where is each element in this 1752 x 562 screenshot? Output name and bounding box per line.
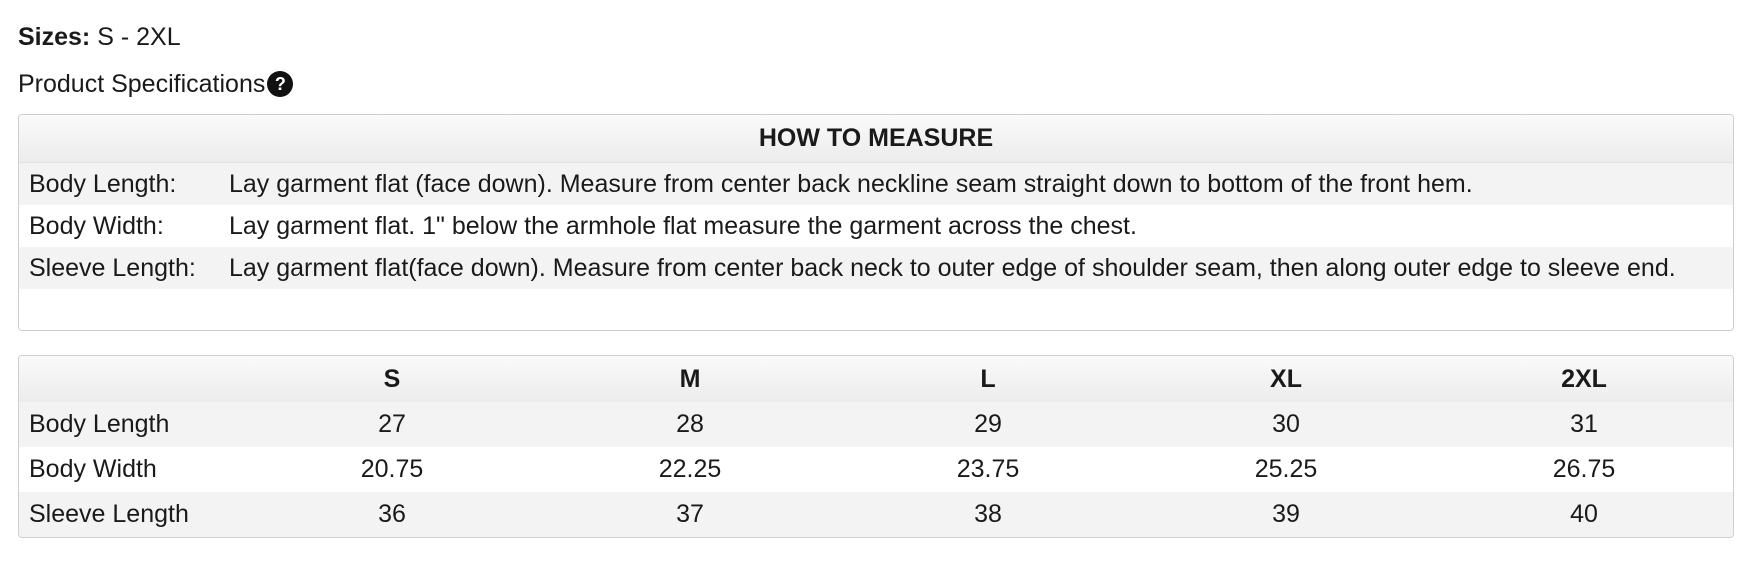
size-column-header: S bbox=[383, 364, 401, 393]
table-cell: 27 bbox=[378, 410, 406, 438]
table-cell: 20.75 bbox=[360, 455, 424, 483]
size-chart-header-row bbox=[19, 356, 1733, 402]
measure-row-body-length bbox=[19, 163, 1733, 205]
size-chart-table bbox=[19, 356, 1733, 537]
size-column-header: XL bbox=[1270, 364, 1302, 393]
how-to-measure-panel bbox=[18, 114, 1734, 331]
measure-label: Body Length: bbox=[29, 170, 177, 198]
row-label: Body Length bbox=[29, 410, 170, 438]
question-circle-icon[interactable]: ? bbox=[267, 71, 293, 97]
measure-description: Lay garment flat(face down). Measure from center back neck to outer edge of shoulder seam, then along outer edge to sleeve end. bbox=[229, 254, 1676, 282]
size-column-header: M bbox=[679, 364, 701, 393]
measure-label: Body Width: bbox=[29, 212, 164, 240]
table-cell: 26.75 bbox=[1552, 455, 1616, 483]
measure-row-body-width bbox=[19, 205, 1733, 247]
sizes-line bbox=[18, 18, 1734, 56]
table-cell: 31 bbox=[1570, 410, 1598, 438]
table-cell: 22.25 bbox=[658, 455, 722, 483]
how-to-measure-heading: HOW TO MEASURE bbox=[19, 115, 1733, 163]
sizes-value: S - 2XL bbox=[97, 23, 181, 51]
size-column-header: L bbox=[980, 364, 996, 393]
table-cell: 37 bbox=[676, 500, 704, 528]
table-cell: 36 bbox=[378, 500, 406, 528]
table-cell: 40 bbox=[1570, 500, 1598, 528]
row-label: Sleeve Length bbox=[29, 500, 189, 528]
size-chart-corner bbox=[19, 356, 243, 402]
table-row bbox=[19, 402, 1733, 447]
table-cell: 28 bbox=[676, 410, 704, 438]
table-cell: 38 bbox=[974, 500, 1002, 528]
sizes-label: Sizes: bbox=[18, 23, 91, 51]
measure-description: Lay garment flat. 1" below the armhole flat measure the garment across the chest. bbox=[229, 212, 1137, 240]
table-cell: 23.75 bbox=[956, 455, 1020, 483]
measure-description: Lay garment flat (face down). Measure from center back neckline seam straight down to bottom of the front hem. bbox=[229, 170, 1473, 198]
table-cell: 29 bbox=[974, 410, 1002, 438]
table-cell: 30 bbox=[1272, 410, 1300, 438]
row-label: Body Width bbox=[29, 455, 157, 483]
table-cell: 39 bbox=[1272, 500, 1300, 528]
table-row bbox=[19, 447, 1733, 492]
product-specifications-heading bbox=[18, 65, 1734, 103]
measure-row-sleeve-length bbox=[19, 247, 1733, 289]
size-chart-panel bbox=[18, 355, 1734, 538]
size-column-header: 2XL bbox=[1561, 364, 1607, 393]
product-specifications-title: Product Specifications bbox=[18, 70, 266, 98]
table-row bbox=[19, 492, 1733, 537]
measure-label: Sleeve Length: bbox=[29, 254, 196, 282]
table-cell: 25.25 bbox=[1254, 455, 1318, 483]
